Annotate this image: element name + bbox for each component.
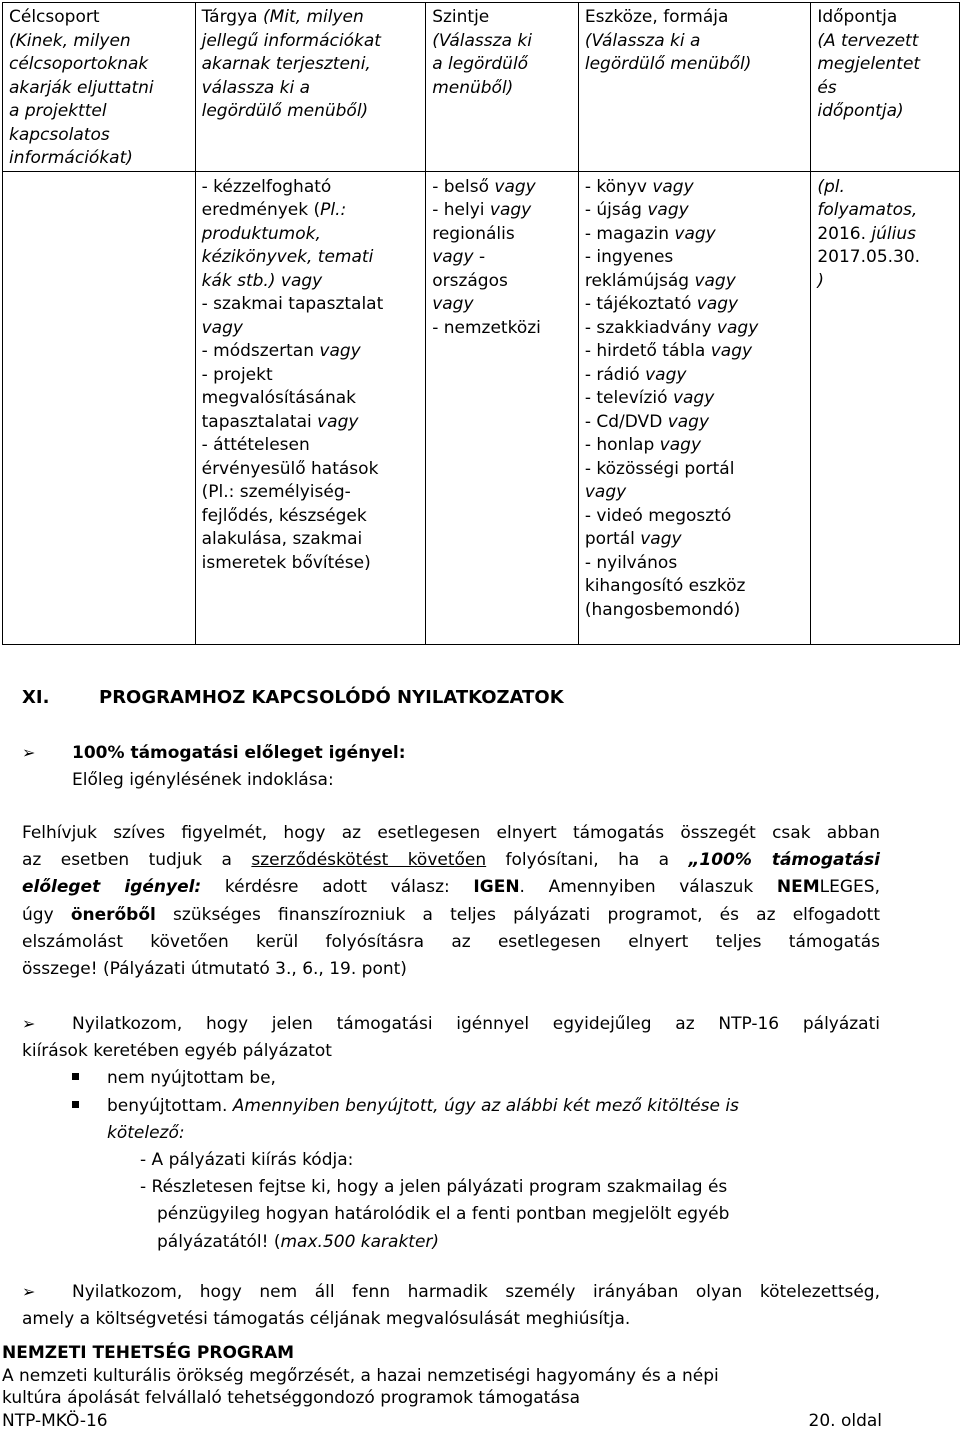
square-bullet-icon bbox=[72, 1101, 79, 1108]
page-footer: NEMZETI TEHETSÉG PROGRAM A nemzeti kulturális örökség megőrzését, a hazai nemzetiségi hagyomány és a népi kultúra ápolását felvállaló tehetséggondozó programok támogatása NTP-MKÖ-16 20. oldal bbox=[2, 1343, 882, 1431]
header-target-group: Célcsoport (Kinek, milyen célcsoportoknak akarják eljuttatni a projekttel kapcsolatos információkat) bbox=[3, 3, 196, 172]
section-heading: PROGRAMHOZ KAPCSOLÓDÓ NYILATKOZATOK bbox=[99, 687, 564, 708]
header-tool-format: Eszköze, formája (Válassza ki a legördülő menüből) bbox=[578, 3, 811, 172]
footer-program-name: NEMZETI TEHETSÉG PROGRAM bbox=[2, 1343, 295, 1363]
arrowhead-bullet-icon: ➢ bbox=[22, 1014, 36, 1033]
cell-target-group[interactable] bbox=[3, 171, 196, 644]
notice-paragraph: Felhívjuk szíves figyelmét, hogy az esetlegesen elnyert támogatás összegét csak abban az esetben tudjuk a szerződéskötést követően folyósítani, ha a „100% támogatási előleget igényel: kérdésre adott válasz: IGEN. Amennyiben válaszuk NEMLEGES, úgy önerőből szükséges finanszírozniuk a teljes pályázati programot, és az elfogadott elszámolást követően kerül folyósításra az esetlegesen elnyert teljes támogatás összege! (Pályázati útmutató 3., 6., 19. pont) bbox=[22, 823, 880, 980]
option-submitted[interactable]: benyújtottam. Amennyiben benyújtott, úgy az alábbi két mező kitöltése is bbox=[22, 1093, 880, 1120]
tender-code-field-label: - A pályázati kiírás kódja: bbox=[140, 1150, 354, 1171]
square-bullet-icon bbox=[72, 1073, 79, 1080]
communication-plan-table bbox=[2, 2, 960, 645]
header-subject: Tárgya (Mit, milyen jellegű információkat akarnak terjeszteni, válassza ki a legördülő menüből) bbox=[195, 3, 426, 172]
advance-payment-block bbox=[22, 739, 880, 794]
page-number: 20. oldal bbox=[808, 1410, 882, 1431]
table-header-row bbox=[3, 3, 960, 172]
header-timing: Időpontja (A tervezett megjelentet és időpontja) bbox=[811, 3, 960, 172]
cell-level[interactable]: - belső vagy - helyi vagy regionális vagy - országos vagy - nemzetközi bbox=[426, 171, 579, 644]
arrowhead-bullet-icon: ➢ bbox=[22, 743, 36, 762]
cell-subject[interactable]: - kézzelfogható eredmények (Pl.: produktumok, kézikönyvek, temati kák stb.) vagy - szakmai tapasztalat vagy - módszertan vagy - projekt megvalósításának tapasztalatai vagy - áttételesen érvényesülő hatások (Pl.: személyiség- fejlődés, készségek alakulása, szakmai ismeretek bővítése) bbox=[195, 171, 426, 644]
option-not-submitted[interactable]: nem nyújtottam be, bbox=[22, 1065, 880, 1092]
footer-code: NTP-MKÖ-16 bbox=[2, 1410, 108, 1431]
section-number: XI. bbox=[22, 687, 50, 708]
advance-payment-label: 100% támogatási előleget igényel: bbox=[72, 743, 406, 763]
other-application-declaration: ➢ Nyilatkozom, hogy jelen támogatási igénnyel egyidejűleg az NTP-16 pályázati kiírások keretében egyéb pályázatot nem nyújtottam be, benyújtottam. Amennyiben benyújtott, úgy az alábbi két mező kitöltése is kötelező: - A pályázati kiírás kódja: - Részletesen fejtse ki, hogy a jelen pályázati program szakmailag és pénzügyileg hogyan határolódik el a fenti pontban megjelölt egyéb pályázatától! (max.500 karakter) bbox=[22, 1010, 880, 1256]
third-party-declaration: ➢ Nyilatkozom, hogy nem áll fenn harmadik személy irányában olyan kötelezettség, amely a költségvetési támogatás céljának megvalósulását meghiúsítja. bbox=[22, 1278, 880, 1333]
contract-link-text: szerződéskötést követően bbox=[251, 850, 487, 871]
header-level: Szintje (Válassza ki a legördülő menüből) bbox=[426, 3, 579, 172]
cell-timing[interactable]: (pl. folyamatos, 2016. július 2017.05.30. ) bbox=[811, 171, 960, 644]
table-row bbox=[3, 171, 960, 644]
advance-justification-label: Előleg igénylésének indoklása: bbox=[72, 770, 334, 791]
section-title bbox=[22, 686, 564, 710]
arrowhead-bullet-icon: ➢ bbox=[22, 1282, 36, 1301]
footer-description: A nemzeti kulturális örökség megőrzését, a hazai nemzetiségi hagyomány és a népi bbox=[2, 1365, 719, 1386]
cell-tool-format[interactable]: - könyv vagy - újság vagy - magazin vagy - ingyenes reklámújság vagy - tájékoztató vagy - szakkiadvány vagy - hirdető tábla vagy - rádió vagy - televízió vagy - Cd/DVD vagy - honlap vagy - közösségi portál vagy - videó megosztó portál vagy - nyilvános kihangosító eszköz (hangosbemondó) bbox=[578, 171, 811, 644]
